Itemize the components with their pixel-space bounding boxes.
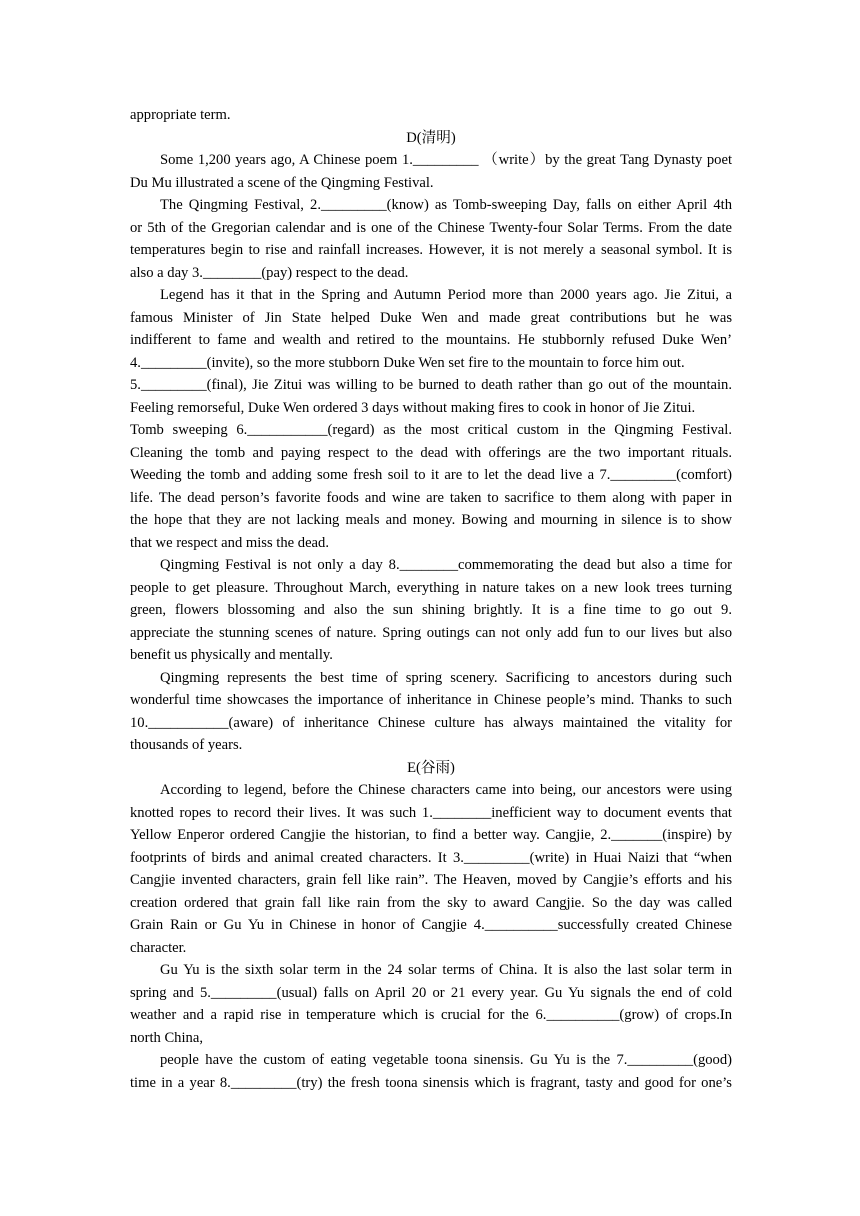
text-line: Yellow Enperor ordered Cangjie the historian, to find a better way. Cangjie, 2._______(inspire) by	[130, 827, 732, 843]
text-line: 5._________(final), Jie Zitui was willing to be burned to death rather than go out of the mountain.	[130, 377, 732, 393]
text-line: According to legend, before the Chinese characters came into being, our ancestors were using	[160, 782, 732, 798]
text-line: people have the custom of eating vegetable toona sinensis. Gu Yu is the 7._________(good)	[160, 1052, 732, 1068]
text-line: spring and 5._________(usual) falls on April 20 or 21 every year. Gu Yu signals the end of cold	[130, 984, 732, 1001]
text-line: people to get pleasure. Throughout March, everything in nature takes on a new look trees turning	[130, 579, 732, 596]
text-line: or 5th of the Gregorian calendar and is one of the Chinese Twenty-four Solar Terms. From the date	[130, 219, 732, 236]
text-line: thousands of years.	[130, 737, 243, 753]
text-line: wonderful time showcases the importance of inheritance in Chinese people’s mind. Thanks to such	[130, 692, 732, 708]
section-heading-e: E(谷雨)	[407, 759, 455, 776]
text-line: Qingming represents the best time of spring scenery. Sacrificing to ancestors during such	[160, 669, 732, 686]
text-line: Du Mu illustrated a scene of the Qingming Festival.	[130, 174, 434, 191]
text-line: 10.___________(aware) of inheritance Chinese culture has always maintained the vitality for	[130, 714, 732, 731]
text-line: Weeding the tomb and adding some fresh soil to it are to let the dead live a 7._________(comfort)	[130, 467, 732, 483]
text-line: life. The dead person’s favorite foods and wine are taken to sacrifice to them along with paper in	[130, 489, 732, 506]
section-heading-d: D(清明)	[406, 129, 456, 146]
document-body	[130, 104, 732, 1094]
text-line: Qingming Festival is not only a day 8.________commemorating the dead but also a time for	[160, 557, 732, 573]
text-line: Legend has it that in the Spring and Autumn Period more than 2000 years ago. Jie Zitui, a	[160, 287, 732, 303]
text-line: Gu Yu is the sixth solar term in the 24 solar terms of China. It is also the last solar term in	[160, 962, 732, 978]
text-line: 4._________(invite), so the more stubborn Duke Wen set fire to the mountain to force him out.	[130, 354, 685, 371]
text-line: footprints of birds and animal created characters. It 3._________(write) in Huai Naizi that “when	[130, 849, 732, 866]
text-line: appreciate the stunning scenes of nature. Spring outings can not only add fun to our lives but also	[130, 624, 732, 641]
text-line: The Qingming Festival, 2._________(know) as Tomb-sweeping Day, falls on either April 4th	[160, 197, 732, 213]
text-line: benefit us physically and mentally.	[130, 647, 333, 663]
text-line: Some 1,200 years ago, A Chinese poem 1._________ （write）by the great Tang Dynasty poet	[160, 152, 732, 168]
text-line: north China,	[130, 1029, 203, 1046]
text-line: Cangjie invented characters, grain fell like rain”. The Heaven, moved by Cangjie’s efforts and his	[130, 872, 732, 888]
text-line: green, flowers blossoming and also the sun shining brightly. It is a fine time to go out 9.	[130, 602, 732, 618]
text-line: creation ordered that grain fall like rain from the sky to award Cangjie. So the day was called	[130, 894, 732, 911]
text-line: Feeling remorseful, Duke Wen ordered 3 days without making fires to cook in honor of Jie Zitui.	[130, 399, 696, 416]
text-line: temperatures begin to rise and rainfall increases. However, it is not merely a seasonal symbol. It is	[130, 242, 732, 258]
text-line: that we respect and miss the dead.	[130, 534, 329, 551]
text-line: Grain Rain or Gu Yu in Chinese in honor of Cangjie 4.__________successfully created Chinese	[130, 917, 732, 933]
text-line: Cleaning the tomb and paying respect to the dead with offerings are the two important rituals.	[130, 444, 732, 461]
text-line: knotted ropes to record their lives. It was such 1.________inefficient way to document events that	[130, 804, 732, 821]
text-line: famous Minister of Jin State helped Duke Wen and made great contributions but he was	[130, 309, 732, 326]
text-line: indifferent to fame and wealth and retired to the mountains. He stubbornly refused Duke Wen’	[130, 332, 732, 348]
text-line: the hope that they are not lacking meals and money. Bowing and mourning in silence is to show	[130, 512, 732, 528]
text-line: Tomb sweeping 6.___________(regard) as the most critical custom in the Qingming Festival.	[130, 422, 732, 438]
text-line: weather and a rapid rise in temperature which is crucial for the 6.__________(grow) of crops.In	[130, 1007, 732, 1023]
text-line: character.	[130, 939, 187, 956]
text-line: appropriate term.	[130, 107, 231, 123]
text-line: also a day 3.________(pay) respect to the dead.	[130, 264, 409, 281]
text-line: time in a year 8._________(try) the fresh toona sinensis which is fragrant, tasty and good for one’s	[130, 1074, 732, 1091]
